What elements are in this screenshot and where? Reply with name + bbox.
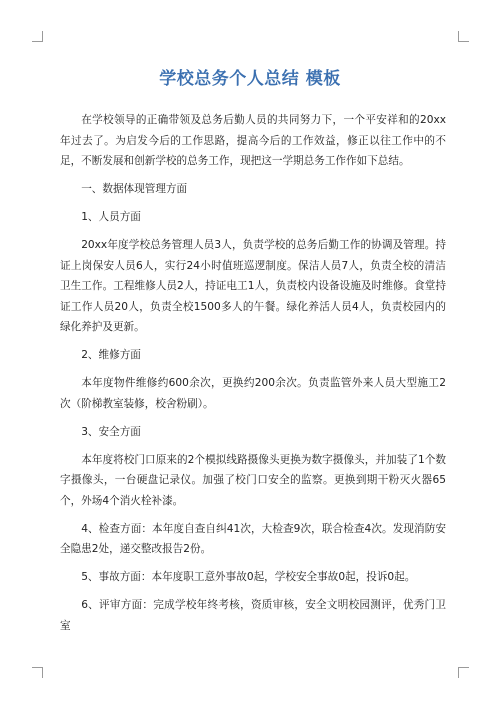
intro-paragraph: 在学校领导的正确带领及总务后勤人员的共同努力下，一个平安祥和的20xx年过去了。为启发今后的工作思路，提高今后的工作效益，修正以往工作中的不足，不断发展和创新学校的总务工作，现把这一学期总务工作作如下总结。 — [60, 114, 446, 167]
document-body — [60, 110, 446, 644]
accident-paragraph: 5、事故方面：本年度职工意外事故0起，学校安全事故0起，投诉0起。 — [81, 571, 416, 583]
crop-mark-top-right — [458, 31, 469, 42]
crop-mark-top-left — [32, 31, 43, 42]
personnel-paragraph: 20xx年度学校总务管理人员3人，负责学校的总务后勤工作的协调及管理。持证上岗保安人员6人，实行24小时值班巡逻制度。保洁人员7人，负责全校的清洁卫生工作。工程维修人员2人，持证电工1人，负责校内设备设施及时维修。食堂持证工作人员20人，负责全校1500多人的午餐。绿化养活人员4人，负责校园内的绿化养护及更新。 — [60, 239, 446, 333]
maintenance-paragraph: 本年度物件维修约600余次，更换约200余次。负责监管外来人员大型施工2次（阶梯教室装修，校舍粉刷）。 — [60, 377, 446, 410]
section-heading-data-management: 一、数据体现管理方面 — [81, 183, 188, 195]
subheading-maintenance: 2、维修方面 — [81, 349, 141, 361]
crop-mark-bottom-left — [32, 667, 43, 678]
review-paragraph: 6、评审方面：完成学校年终考核，资质审核，安全文明校园测评，优秀门卫室 — [60, 599, 446, 632]
crop-mark-bottom-right — [458, 667, 469, 678]
safety-paragraph: 本年度将校门口原来的2个模拟线路摄像头更换为数字摄像头，并加装了1个数字摄像头，一台硬盘记录仪。加强了校门口安全的监察。更换到期干粉灭火器65个，外场4个消火栓补漆。 — [60, 453, 446, 507]
inspection-paragraph: 4、检查方面：本年度自查自纠41次，大检查9次，联合检查4次。发现消防安全隐患2处，递交整改报告2份。 — [60, 522, 446, 555]
subheading-safety: 3、安全方面 — [81, 425, 141, 438]
document-title: 学校总务个人总结 模板 — [159, 69, 341, 89]
subheading-personnel: 1、人员方面 — [81, 211, 141, 223]
